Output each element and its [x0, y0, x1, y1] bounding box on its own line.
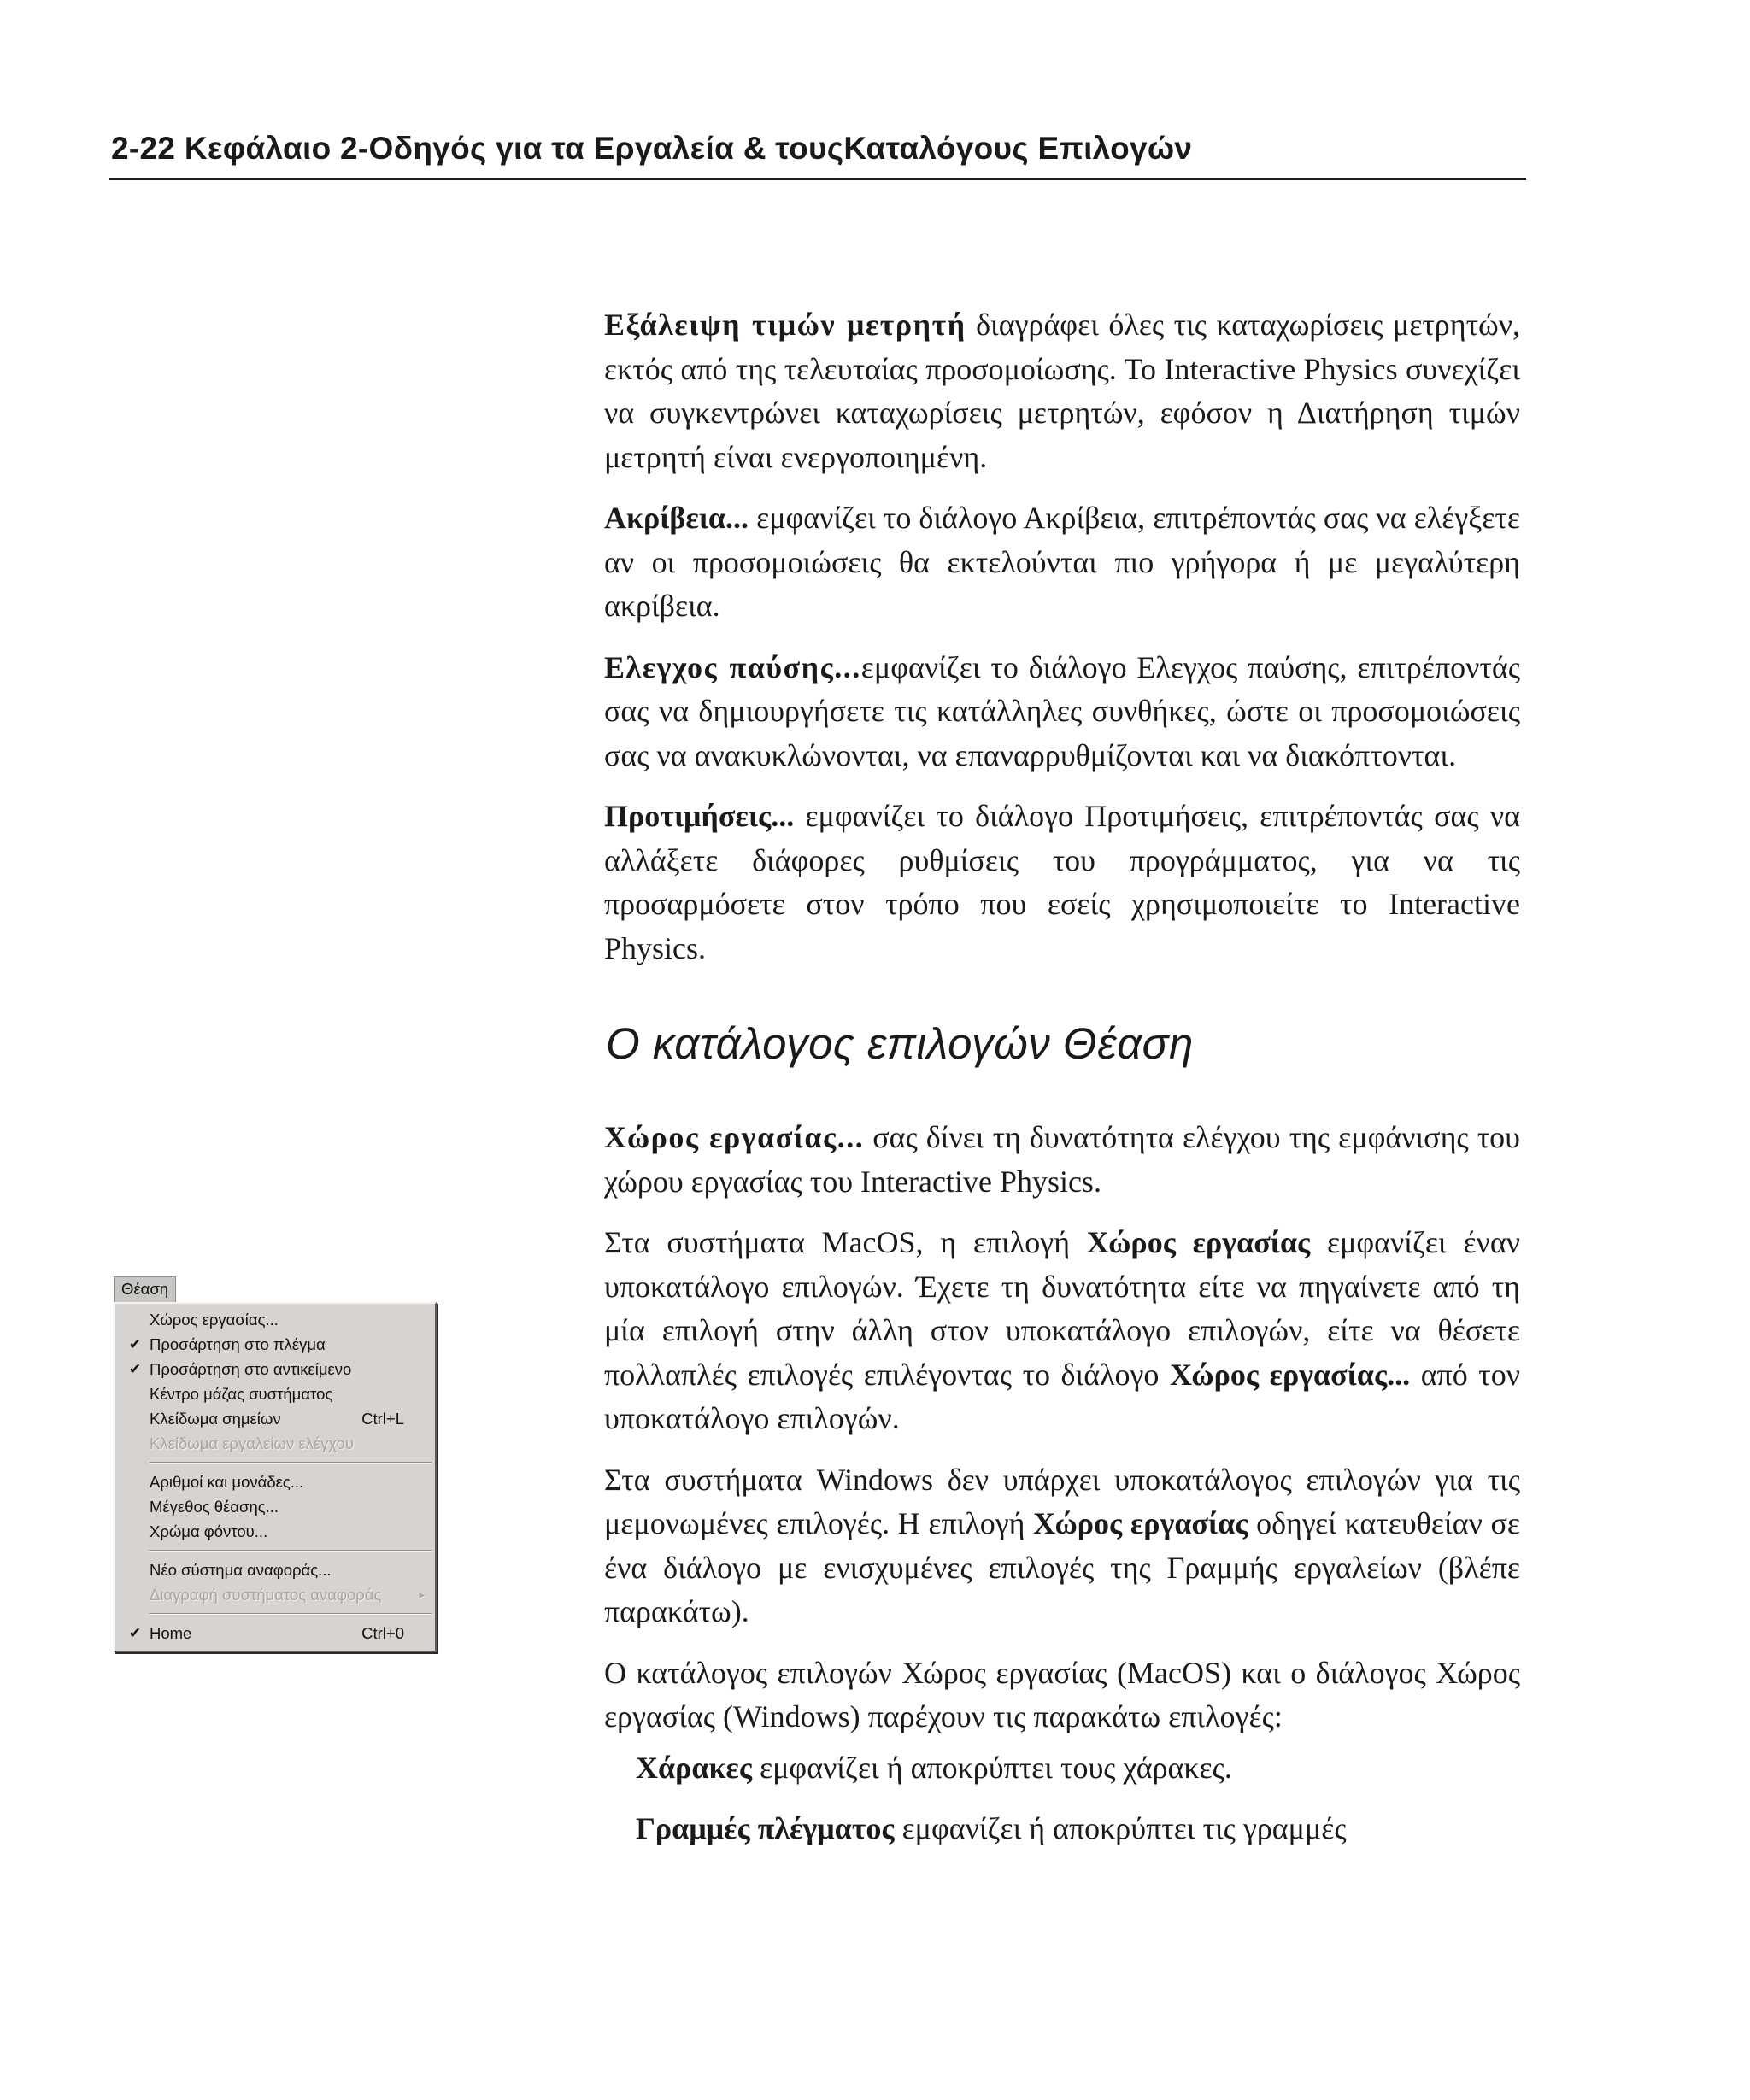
menu-item-5 — [115, 1431, 435, 1456]
paragraph-workspace — [604, 1116, 1520, 1204]
paragraph-pause-control — [604, 646, 1520, 778]
term-preferences: Προτιμήσεις... — [604, 799, 795, 833]
menu-item-label: Μέγεθος θέασης... — [150, 1498, 279, 1516]
menu-title-view[interactable]: Θέαση — [114, 1276, 176, 1302]
menu-item-8[interactable] — [115, 1519, 435, 1544]
term-accuracy: Ακρίβεια... — [604, 501, 749, 535]
paragraph-text: εμφανίζει το διάλογο Ακρίβεια, επιτρέποντάς σας να ελέγξετε αν οι προσομοιώσεις θα εκτελούνται πιο γρήγορα ή με μεγαλύτερη ακρίβεια. — [604, 501, 1520, 623]
menu-item-label: Διαγραφή συστήματος αναφοράς — [150, 1586, 382, 1604]
menu-item-shortcut: Ctrl+0 — [361, 1624, 404, 1642]
menu-separator — [150, 1462, 432, 1464]
menu-item-label: Προσάρτηση στο πλέγμα — [150, 1335, 326, 1353]
submenu-arrow-icon: ▸ — [419, 1588, 425, 1601]
menu-item-label: Χρώμα φόντου... — [150, 1522, 268, 1540]
checkmark-icon: ✔ — [128, 1625, 142, 1641]
paragraph-text: από τον υποκατάλογο επιλογών. — [604, 1357, 1521, 1435]
menu-separator — [150, 1550, 432, 1552]
paragraph-text: εμφανίζει ή αποκρύπτει τους χάρακες. — [752, 1750, 1232, 1785]
main-text-column — [604, 303, 1520, 1868]
paragraph-grid-lines — [636, 1807, 1520, 1851]
view-menu-dropdown — [114, 1302, 437, 1652]
term-workspace: Χώρος εργασίας... — [604, 1120, 865, 1154]
term-workspace: Χώρος εργασίας — [1033, 1506, 1248, 1540]
header-rule — [109, 178, 1526, 180]
paragraph-windows — [604, 1458, 1520, 1634]
menu-item-shortcut: Ctrl+L — [361, 1410, 404, 1428]
checkmark-icon: ✔ — [128, 1336, 142, 1352]
menu-item-9[interactable] — [115, 1557, 435, 1582]
paragraph-text: εμφανίζει το διάλογο Προτιμήσεις, επιτρέποντάς σας να αλλάξετε διάφορες ρυθμίσεις του προγράμματος, για να τις προσαρμόσετε στον τρόπο που εσείς χρησιμοποιείτε το Interactive Physics. — [604, 799, 1520, 965]
paragraph-text: εμφανίζει ή αποκρύπτει τις γραμμές — [894, 1811, 1347, 1845]
menu-item-label: Αριθμοί και μονάδες... — [150, 1473, 304, 1491]
term-rulers: Χάρακες — [636, 1750, 753, 1785]
menu-item-6[interactable] — [115, 1469, 435, 1494]
view-menu-screenshot — [114, 1276, 437, 1652]
menu-item-label: Προσάρτηση στο αντικείμενο — [150, 1360, 352, 1378]
menu-item-label: Κλείδωμα σημείων — [150, 1410, 281, 1428]
menu-item-label: Χώρος εργασίας... — [150, 1311, 279, 1329]
menu-item-4[interactable] — [115, 1406, 435, 1431]
menu-item-7[interactable] — [115, 1494, 435, 1519]
running-head: 2-22 Κεφάλαιο 2-Οδηγός για τα Εργαλεία & τουςΚαταλόγους Επιλογών — [111, 131, 1193, 166]
paragraph-text: εμφανίζει έναν υποκατάλογο επιλογών. Έχετε τη δυνατότητα είτε να πηγαίνετε από τη μία επιλογή στην άλλη στον υποκατάλογο επιλογών, είτε να θέσετε πολλαπλές επιλογές επιλέγοντας το διάλογο — [604, 1225, 1520, 1392]
menu-item-label: Κέντρο μάζας συστήματος — [150, 1385, 333, 1403]
paragraph-text: Στα συστήματα Windows δεν υπάρχει υποκατάλογος επιλογών για τις μεμονωμένες επιλογές. Η επιλογή — [604, 1462, 1520, 1540]
term-pause-control: Ελεγχος παύσης... — [604, 649, 861, 684]
paragraph-macos — [604, 1221, 1520, 1441]
menu-item-11[interactable] — [115, 1621, 435, 1645]
paragraph-preferences — [604, 795, 1520, 971]
paragraph-text: οδηγεί κατευθείαν σε ένα διάλογο με ενισχυμένες επιλογές της Γραμμής εργαλείων (βλέπε παρακάτω). — [604, 1506, 1521, 1628]
paragraph-text: εμφανίζει το διάλογο Ελεγχος παύσης, επιτρέποντάς σας να δημιουργήσετε τις κατάλληλες συνθήκες, ώστε οι προσομοιώσεις σας να ανακυκλώνονται, να επαναρρυθμίζονται και να διακόπτονται. — [604, 649, 1520, 772]
menu-item-10 — [115, 1582, 435, 1607]
paragraph-options-intro: Ο κατάλογος επιλογών Χώρος εργασίας (MacOS) και ο διάλογος Χώρος εργασίας (Windows) παρέχουν τις παρακάτω επιλογές: — [604, 1655, 1520, 1733]
menu-item-label: Κλείδωμα εργαλείων ελέγχου — [150, 1434, 354, 1452]
term-grid-lines: Γραμμές πλέγματος — [636, 1811, 895, 1845]
menu-separator — [150, 1613, 432, 1615]
paragraph-text: σας δίνει τη δυνατότητα ελέγχου της εμφάνισης του χώρου εργασίας του Interactive Physics. — [604, 1120, 1520, 1199]
menu-item-0[interactable] — [115, 1307, 435, 1332]
term-workspace-dialog: Χώρος εργασίας... — [1169, 1357, 1411, 1392]
term-workspace: Χώρος εργασίας — [1086, 1225, 1311, 1259]
paragraph-text: διαγράφει όλες τις καταχωρίσεις μετρητών, εκτός από της τελευταίας προσομοίωσης. Το Interactive Physics συνεχίζει να συγκεντρώνει καταχωρίσεις μετρητών, εφόσον η Διατήρηση τιμών μετρητή είναι ενεργοποιημένη. — [604, 308, 1521, 474]
menu-item-label: Home — [150, 1624, 192, 1642]
menu-item-1[interactable] — [115, 1332, 435, 1357]
term-counter-clear: Εξάλειψη τιμών μετρητή — [604, 308, 966, 342]
paragraph-accuracy — [604, 496, 1520, 629]
menu-item-label: Νέο σύστημα αναφοράς... — [150, 1561, 332, 1579]
checkmark-icon: ✔ — [128, 1361, 142, 1377]
paragraph-counter-clear — [604, 303, 1520, 479]
menu-item-2[interactable] — [115, 1357, 435, 1381]
paragraph-text: Στα συστήματα MacOS, η επιλογή — [604, 1225, 1087, 1259]
section-heading: Ο κατάλογος επιλογών Θέαση — [606, 1019, 1194, 1068]
paragraph-rulers — [636, 1746, 1520, 1791]
menu-item-3[interactable] — [115, 1381, 435, 1406]
